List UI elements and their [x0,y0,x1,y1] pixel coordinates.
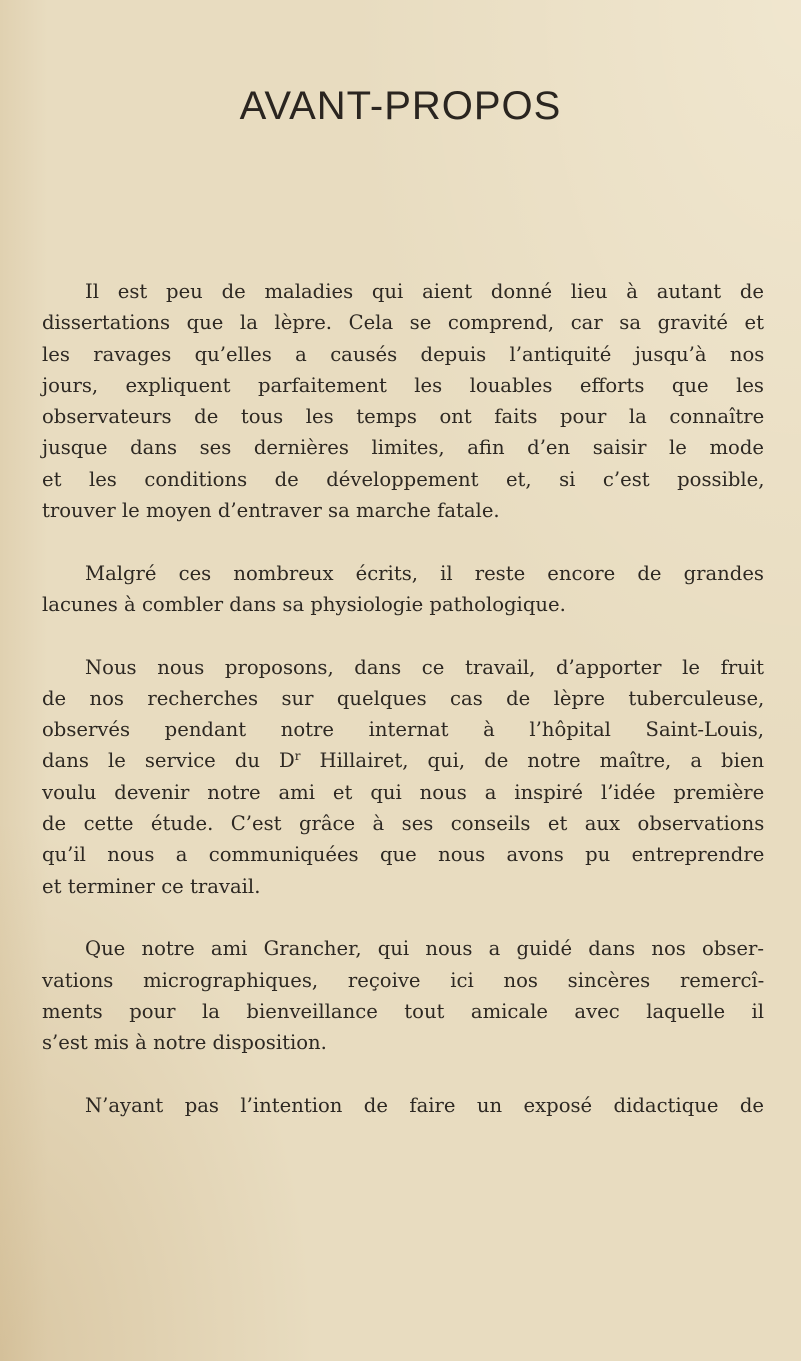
text-fragment: dans le service du D [42,749,295,773]
text-line: qu’il nous a communiquées que nous avons pu entreprendre [42,843,765,867]
superscript: r [294,749,301,764]
paragraph-1 [42,276,764,526]
text-line: lacunes à combler dans sa physiologie pathologique. [42,592,566,616]
text-line: jusque dans ses dernières limites, afin d’en saisir le mode [42,436,764,460]
paragraph-2 [42,558,764,621]
body-text [42,276,764,1152]
text-line: s’est mis à notre disposition. [42,1031,327,1055]
text-line: N’ayant pas l’intention de faire un exposé didactique de [85,1093,764,1117]
text-line: ments pour la bienveillance tout amicale avec laquelle il [42,999,765,1023]
text-line: de cette étude. C’est grâce à ses conseils et aux observations [42,812,765,836]
text-line: Nous nous proposons, dans ce travail, d’apporter le fruit [85,655,764,679]
text-line: Que notre ami Grancher, qui nous a guidé dans nos obser- [85,937,764,961]
text-line: dissertations que la lèpre. Cela se comprend, car sa gravité et [42,311,764,335]
text-line [42,745,764,776]
text-line: observés pendant notre internat à l’hôpital Saint-Louis, [42,718,764,742]
text-line: voulu devenir notre ami et qui nous a inspiré l’idée première [42,780,765,804]
text-line: de nos recherches sur quelques cas de lèpre tuberculeuse, [42,686,765,710]
text-line: et les conditions de développement et, si c’est possible, [42,467,765,491]
paragraph-5 [42,1090,764,1121]
text-line: et terminer ce travail. [42,874,261,898]
text-fragment: Hillairet, qui, de notre maître, a bien [300,749,765,773]
text-line: les ravages qu’elles a causés depuis l’antiquité jusqu’à nos [42,342,765,366]
text-line: trouver le moyen d’entraver sa marche fatale. [42,499,500,523]
paragraph-4 [42,933,764,1058]
text-line: Il est peu de maladies qui aient donné lieu à autant de [85,280,764,303]
text-line: vations micrographiques, reçoive ici nos sincères remercî- [42,968,765,992]
paragraph-3 [42,652,764,902]
text-line: observateurs de tous les temps ont faits pour la connaître [42,405,765,429]
text-line: Malgré ces nombreux écrits, il reste encore de grandes [85,561,764,585]
text-line: jours, expliquent parfaitement les louables efforts que les [42,373,764,397]
page-title: AVANT-PROPOS [239,84,562,128]
